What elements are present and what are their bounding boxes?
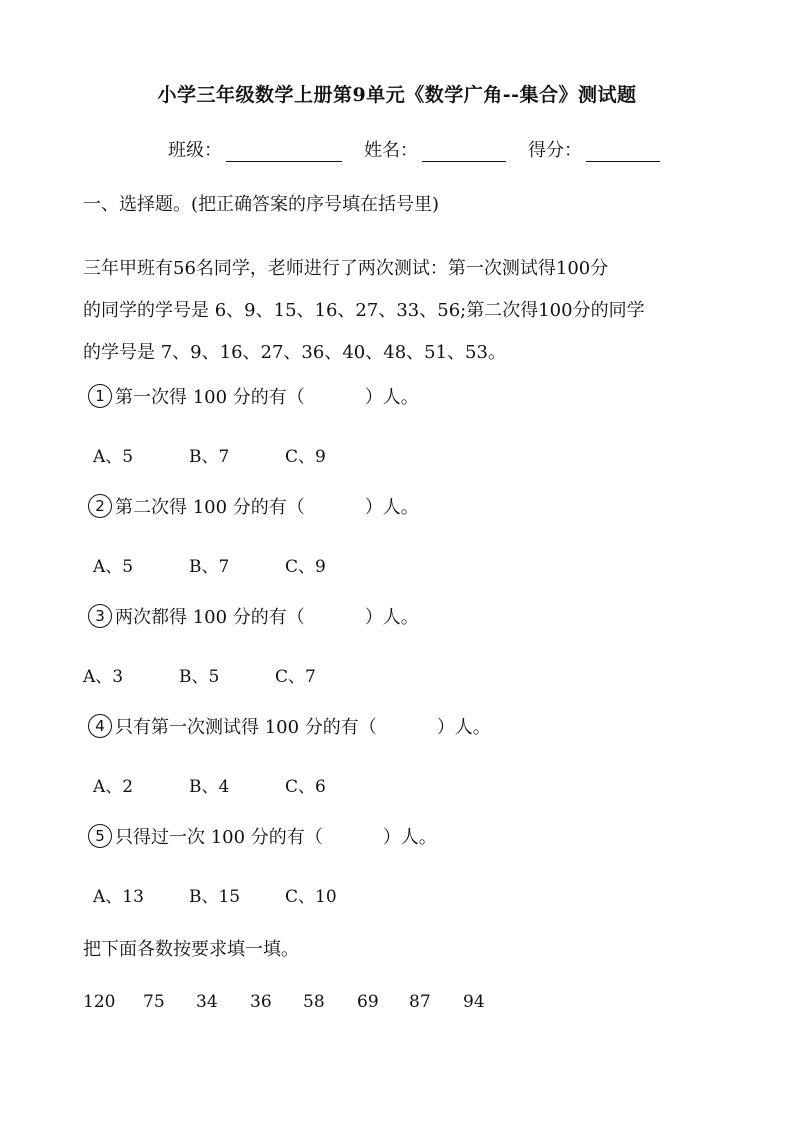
number-item: 34: [196, 992, 218, 1012]
option-a[interactable]: A、13: [93, 887, 144, 907]
question-4-options: [93, 772, 326, 797]
number-item: 87: [409, 992, 431, 1012]
question-5-suffix: ）人。: [382, 827, 437, 848]
class-label: 班级：: [168, 140, 222, 161]
number-item: 75: [143, 992, 165, 1012]
question-number-4: 4: [88, 714, 112, 738]
option-a[interactable]: A、5: [93, 557, 134, 577]
number-item: 69: [357, 992, 379, 1012]
question-5: [88, 823, 437, 849]
option-b[interactable]: B、7: [189, 557, 230, 577]
option-c[interactable]: C、7: [275, 667, 316, 687]
question-2-suffix: ）人。: [364, 497, 419, 518]
section-1-title: 一、选择题。(把正确答案的序号填在括号里): [83, 194, 440, 215]
name-blank[interactable]: [422, 141, 506, 162]
option-b[interactable]: B、15: [189, 887, 241, 907]
question-4-text: 只有第一次测试得 100 分的有（: [115, 717, 377, 738]
question-1-text: 第一次得 100 分的有（: [115, 387, 305, 408]
question-2-options: [93, 552, 326, 577]
option-c[interactable]: C、9: [285, 557, 326, 577]
question-5-text: 只得过一次 100 分的有（: [115, 827, 323, 848]
question-number-1: 1: [88, 384, 112, 408]
score-blank[interactable]: [586, 141, 660, 162]
question-1: [88, 383, 419, 409]
number-item: 58: [303, 992, 325, 1012]
question-number-5: 5: [88, 824, 112, 848]
question-4-suffix: ）人。: [436, 717, 491, 738]
option-b[interactable]: B、4: [189, 777, 230, 797]
question-5-options: [93, 882, 337, 907]
question-4: [88, 713, 491, 739]
question-2-text: 第二次得 100 分的有（: [115, 497, 305, 518]
question-3-suffix: ）人。: [364, 607, 419, 628]
student-info-row: [168, 136, 660, 162]
class-blank[interactable]: [226, 141, 342, 162]
number-item: 36: [250, 992, 272, 1012]
problem-intro: [83, 248, 645, 374]
option-c[interactable]: C、6: [285, 777, 326, 797]
page-title: 小学三年级数学上册第9单元《数学广角--集合》测试题: [157, 84, 637, 106]
question-2: [88, 493, 419, 519]
option-a[interactable]: A、5: [93, 447, 134, 467]
question-3-text: 两次都得 100 分的有（: [115, 607, 305, 628]
option-a[interactable]: A、2: [93, 777, 134, 797]
option-a[interactable]: A、3: [83, 667, 124, 687]
question-1-options: [93, 442, 326, 467]
intro-line-2: 的同学的学号是 6、9、15、16、27、33、56;第二次得100分的同学: [83, 300, 645, 321]
intro-line-1: 三年甲班有56名同学，老师进行了两次测试：第一次测试得100分: [83, 258, 609, 279]
question-number-2: 2: [88, 494, 112, 518]
number-item: 94: [463, 992, 485, 1012]
section-2-title: 把下面各数按要求填一填。: [83, 939, 299, 960]
option-b[interactable]: B、7: [189, 447, 230, 467]
option-c[interactable]: C、10: [285, 887, 337, 907]
name-label: 姓名：: [364, 140, 418, 161]
option-b[interactable]: B、5: [179, 667, 220, 687]
option-c[interactable]: C、9: [285, 447, 326, 467]
number-item: 120: [83, 992, 116, 1012]
intro-line-3: 的学号是 7、9、16、27、36、40、48、51、53。: [83, 342, 506, 363]
score-label: 得分：: [528, 140, 582, 161]
question-1-suffix: ）人。: [364, 387, 419, 408]
question-3: [88, 603, 419, 629]
question-number-3: 3: [88, 604, 112, 628]
question-3-options: [83, 662, 316, 687]
number-list: [83, 992, 485, 1012]
